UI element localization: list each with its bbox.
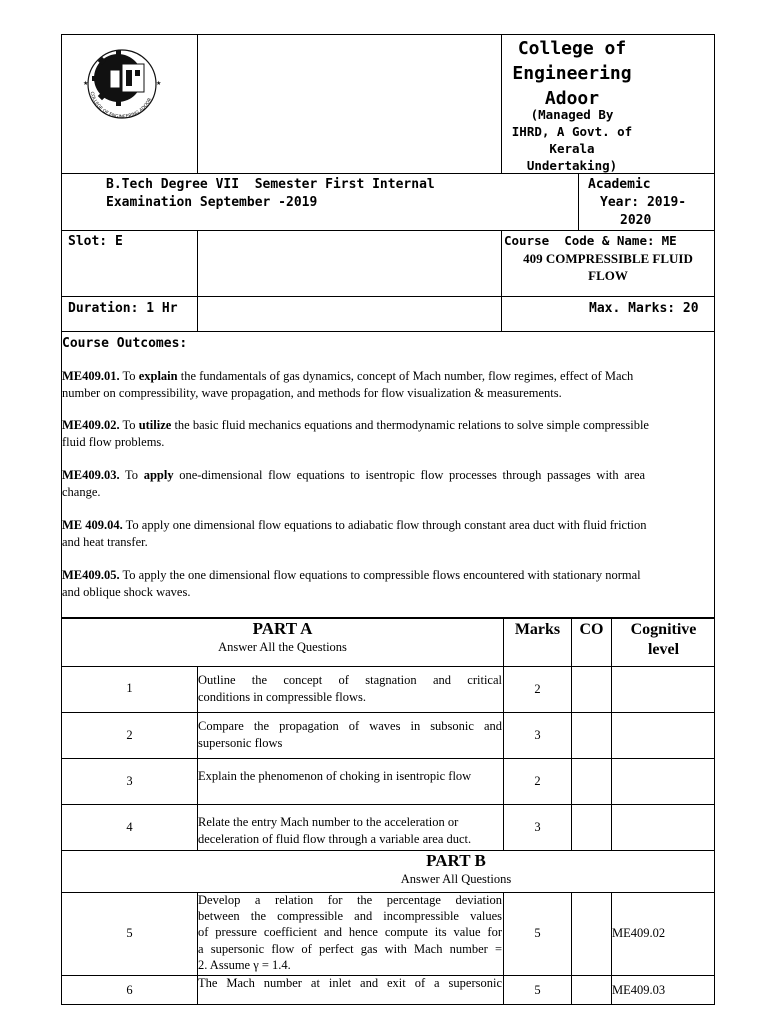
course-name-line-2: FLOW xyxy=(588,268,628,283)
question-marks: 2 xyxy=(534,774,541,788)
question-text xyxy=(198,892,502,973)
table-col-divider xyxy=(571,892,572,1005)
outcome-item xyxy=(62,567,714,600)
outcome-pre: To xyxy=(119,418,139,432)
outcome-code: ME409.01. xyxy=(62,369,120,383)
outcome-text-line-1: To apply the one dimensional flow equations to compressible flows encountered with stationary normal xyxy=(119,568,641,582)
management-line-4: Undertaking) xyxy=(526,158,618,173)
question-marks: 3 xyxy=(534,820,541,834)
outcome-verb: explain xyxy=(138,369,178,383)
question-marks: 5 xyxy=(534,926,541,940)
max-marks-label: Max. Marks: 20 xyxy=(589,301,699,316)
question-text xyxy=(198,975,502,992)
question-text-line: of pressure coefficient and hence compute its value for xyxy=(198,925,502,940)
outcome-text-line-1: one-dimensional flow equations to isentropic flow processes through passages with area xyxy=(173,468,646,482)
header-col-divider-1 xyxy=(197,34,198,173)
question-text xyxy=(198,718,502,751)
header-col-divider-5 xyxy=(501,230,502,332)
part-b-title: PART B xyxy=(426,851,486,870)
outcome-item xyxy=(62,467,714,500)
question-number: 2 xyxy=(126,728,133,742)
exam-title-line-1: B.Tech Degree VII Semester First Internal xyxy=(106,177,435,192)
outcome-pre: To xyxy=(119,369,139,383)
outcome-item xyxy=(62,517,714,550)
header-divider-2 xyxy=(61,230,715,231)
outcome-pre: To xyxy=(119,468,144,482)
course-name-line-1: 409 COMPRESSIBLE FLUID xyxy=(523,251,693,266)
exam-title xyxy=(106,176,506,212)
question-text-line: deceleration of fluid flow through a variable area duct. xyxy=(198,831,472,846)
question-text-line: The Mach number at inlet and exit of a supersonic xyxy=(198,976,502,990)
svg-text:★: ★ xyxy=(156,80,162,87)
marks-column-header: Marks xyxy=(514,621,561,638)
outcome-text-line-1: the fundamentals of gas dynamics, concept of Mach number, flow regimes, effect of Mach xyxy=(177,369,634,383)
table-row-divider xyxy=(61,666,715,667)
outcome-item xyxy=(62,417,714,450)
question-co: ME409.02 xyxy=(612,926,666,940)
exam-title-line-2: Examination September -2019 xyxy=(106,195,318,210)
outcomes-heading: Course Outcomes: xyxy=(62,336,188,351)
cognitive-level-line-2: level xyxy=(647,641,680,658)
outcome-code: ME 409.04. xyxy=(62,518,123,532)
outcome-text-line-1: the basic fluid mechanics equations and thermodynamic relations to solve simple compressible xyxy=(171,418,649,432)
question-text-line: conditions in compressible flows. xyxy=(198,689,367,704)
outcome-text-line-2: and oblique shock waves. xyxy=(62,584,191,599)
management-line-1: (Managed By xyxy=(530,107,614,122)
college-logo xyxy=(74,38,170,134)
outcome-verb: apply xyxy=(143,468,174,482)
svg-text:★: ★ xyxy=(83,80,89,87)
academic-year-line-2: Year: 2019- xyxy=(600,195,687,210)
outcome-verb: utilize xyxy=(138,418,172,432)
question-number: 6 xyxy=(126,983,133,997)
question-number: 4 xyxy=(126,820,133,834)
question-text-line: Outline the concept of stagnation and critical xyxy=(198,673,502,687)
question-number: 5 xyxy=(126,926,133,940)
header-col-divider-4 xyxy=(197,230,198,332)
question-text xyxy=(198,672,502,705)
question-text xyxy=(198,814,504,847)
table-row-divider xyxy=(61,712,715,713)
question-text-line: Compare the propagation of waves in subsonic and xyxy=(198,719,502,733)
question-number: 1 xyxy=(126,681,133,695)
cognitive-level-column-header xyxy=(612,620,715,660)
academic-year-line-1: Academic xyxy=(588,177,651,192)
header-col-divider-3 xyxy=(578,173,579,230)
question-text-line: Explain the phenomenon of choking in isentropic flow xyxy=(198,769,472,783)
question-text-line: supersonic flows xyxy=(198,735,283,750)
academic-year xyxy=(588,176,712,230)
question-text xyxy=(198,768,502,785)
table-col-divider xyxy=(571,618,572,850)
logo-ring-text: COLLEGE OF ENGINEERING ADOOR xyxy=(88,91,154,121)
outcome-text-line-2: and heat transfer. xyxy=(62,534,148,549)
outcome-text-line-2: change. xyxy=(62,484,101,499)
table-row-divider xyxy=(61,804,715,805)
college-name-line-1: College of xyxy=(517,38,627,59)
part-a-header xyxy=(62,619,503,655)
college-name xyxy=(502,36,642,111)
management-line-3: Kerala xyxy=(549,141,595,156)
part-a-title: PART A xyxy=(252,619,313,638)
co-column-header: CO xyxy=(579,621,604,638)
question-text-line: between the compressible and incompressible values xyxy=(198,909,502,924)
question-marks: 2 xyxy=(534,682,541,696)
header-divider-3 xyxy=(61,296,715,297)
question-co: ME409.03 xyxy=(612,983,666,997)
question-text-line: a supersonic flow of perfect gas with Mach number = xyxy=(198,941,502,956)
outcome-text-line-2: fluid flow problems. xyxy=(62,434,165,449)
outcome-code: ME409.05. xyxy=(62,568,120,582)
outcome-text-line-2: number on compressibility, wave propagation, and methods for flow visualization & measurements. xyxy=(62,385,562,400)
part-b-instruction: Answer All Questions xyxy=(400,872,512,886)
outcome-item xyxy=(62,368,714,401)
duration-label: Duration: 1 Hr xyxy=(68,301,178,316)
college-name-line-2: Engineering xyxy=(512,63,632,84)
part-b-header xyxy=(198,851,714,887)
management-line-2: IHRD, A Govt. of xyxy=(511,124,633,139)
college-name-line-3: Adoor xyxy=(544,88,600,109)
slot-label: Slot: E xyxy=(68,234,123,249)
management-note xyxy=(502,106,642,174)
question-marks: 5 xyxy=(534,983,541,997)
outcome-text-line-1: To apply one dimensional flow equations to adiabatic flow through constant area duct with fluid friction xyxy=(122,518,647,532)
question-number: 3 xyxy=(126,774,133,788)
table-row-divider xyxy=(61,758,715,759)
question-marks: 3 xyxy=(534,728,541,742)
outcome-code: ME409.03. xyxy=(62,468,120,482)
question-text-line: 2. Assume γ = 1.4. xyxy=(198,957,291,972)
part-a-instruction: Answer All the Questions xyxy=(218,640,347,654)
course-label: Course Code & Name: xyxy=(504,233,655,248)
question-text-line: Develop a relation for the percentage deviation xyxy=(198,893,502,907)
question-text-line: Relate the entry Mach number to the acceleration or xyxy=(198,815,459,829)
outcome-code: ME409.02. xyxy=(62,418,120,432)
academic-year-line-3: 2020 xyxy=(620,213,652,228)
course-info xyxy=(504,232,712,284)
course-code: ME xyxy=(661,233,677,248)
cognitive-level-line-1: Cognitive xyxy=(630,621,697,638)
